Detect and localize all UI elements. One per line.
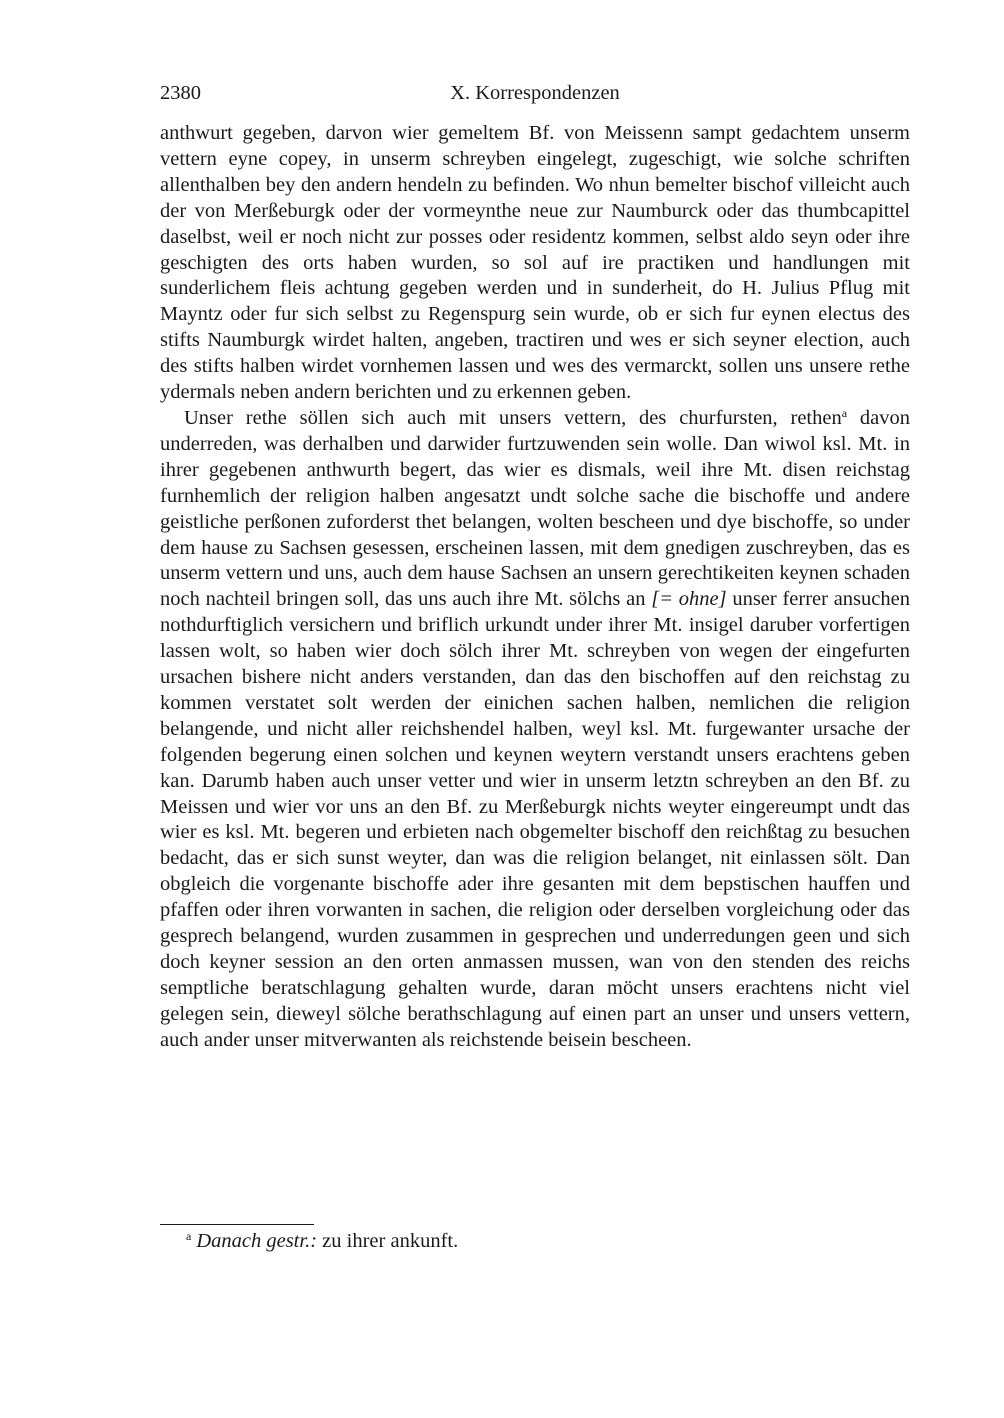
footnote-rule (160, 1224, 314, 1225)
page (160, 78, 910, 1054)
footnote-text: zu ihrer ankunft. (317, 1230, 459, 1252)
paragraph-2-text-a: Unser rethe söllen sich auch mit unsers vettern, des churfursten, rethen (184, 406, 842, 429)
footnote-italic: Danach gestr.: (196, 1230, 318, 1252)
paragraph-2-text-b: davon underreden, was derhalben und darwider furtzuwenden sein wolle. Dan wiwol ksl. Mt. in ihrer gegebenen anthwurth begert, das wier es dismals, weil ihre Mt. disen reichstag furnhemlich der religion halben angesatzt undt solche sache die bischoffe und andere geistliche perßonen zuforderst thet belangen, wolten bescheen und dye bischoffe, so under dem hause zu Sachsen gesessen, erscheinen lassen, mit dem gnedigen zuschreyben, das es unserm vettern und uns, auch dem hause Sachsen an unsern gerechtikeiten keynen schaden noch nachteil bringen soll, das uns auch ihre Mt. sölchs an (160, 406, 910, 611)
footnote-reference: a (841, 405, 848, 420)
paragraph-2 (160, 406, 910, 1054)
footnote-marker: a (186, 1229, 192, 1243)
editorial-insert: [= ohne] (651, 588, 727, 611)
body-text (160, 121, 910, 1054)
paragraph-1: anthwurt gegeben, darvon wier gemeltem Bf. von Meissenn sampt gedachtem unserm vettern eyne copey, in unserm schreyben eingelegt, zugeschigt, wie solche schriften allenthalben bey den andern hendeln zu befinden. Wo nhun bemelter bischof villeicht auch der von Merßeburgk oder der vormeynthe neue zur Naumburck oder das thumbcapittel daselbst, weil er noch nicht zur posses oder residentz kommen, selbst aldo seyn oder ihre geschigten des orts haben wurden, so sol auf ire practiken und handlungen mit sunderlichem fleis achtung gegeben werden und in sunderheit, do H. Julius Pflug mit Mayntz oder fur sich selbst zu Regenspurg sein wurde, ob er sich fur eynen electus des stifts Naumburgk wirdet halten, angeben, tractiren und wes er sich seyner election, auch des stifts halben wirdet vornhemen lassen und wes des vermarckt, sollen uns unsere rethe ydermals neben andern berichten und zu erkennen geben. (160, 122, 910, 404)
footnote (186, 1228, 906, 1254)
paragraph-2-text-c: unser ferrer ansuchen nothdurftiglich versichern und briflich urkundt under ihrer Mt. insigel daruber vorfertigen lassen wolt, so haben wier doch sölch ihrer Mt. schreyben von wegen der eingefurten ursachen bishere nicht anders verstanden, dan das den bischoffen auf den reichstag zu kommen verstatet solt werden der einichen sachen halben, nemlichen die religion belangende, und nicht aller reichshendel halben, weyl ksl. Mt. furgewanter ursache der folgenden begerung einen solchen und keynen weytern verstandt unsers erachtens geben kan. Darumb haben auch unser vetter und wier in unserm letztn schreyben an den Bf. zu Meissen und wier vor uns an den Bf. zu Merßeburgk nichts weyter eingereumpt undt das wier es ksl. Mt. begeren und erbieten nach obgemelter bischoff den reichßtag zu besuchen bedacht, das er sich sunst weyter, dan was die religion belanget, nit einlassen sölt. Dan obgleich die vorgenante bischoffe ader ihre gesanten mit dem bepstischen hauffen und pfaffen oder ihren vorwanten in sachen, die religion oder derselben vorgleichung oder das gesprech belangend, wurden zusammen in gesprechen und underredungen geen und sich doch keyner session an den orten anmassen mussen, wan von den stenden des reichs semptliche beratschlagung gehalten wurde, daran möcht unsers erachtens nicht viel gelegen sein, dieweyl sölche berathschlagung auf einen part an unser und unsers vettern, auch ander unser mitverwanten als reichstende beisein bescheen. (160, 588, 910, 1051)
section-title: X. Korrespondenzen (450, 82, 620, 104)
running-head (160, 78, 910, 108)
page-number: 2380 (160, 82, 201, 104)
